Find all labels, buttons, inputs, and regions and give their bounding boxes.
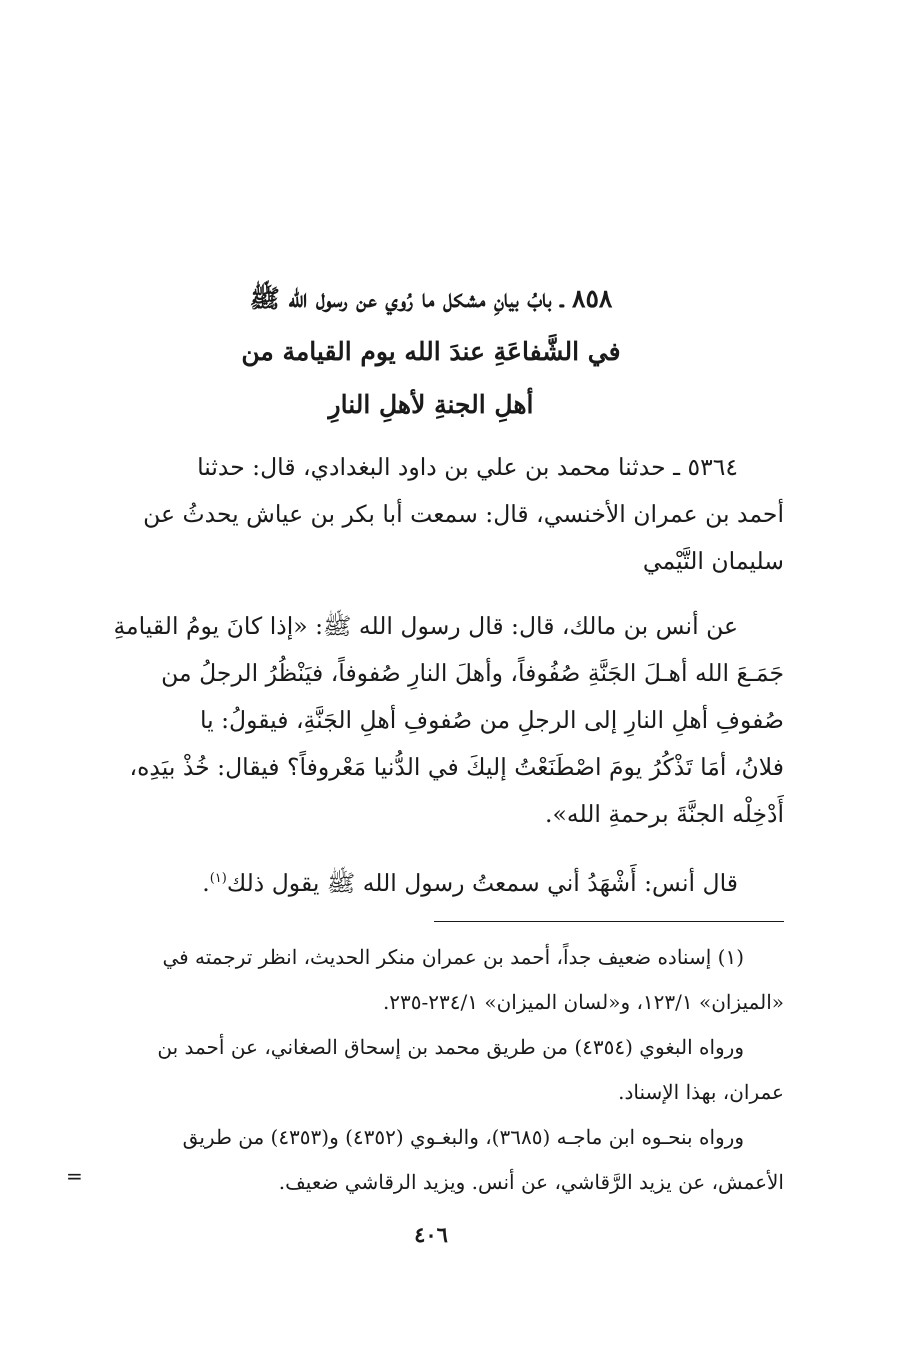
footnote-reference: (١)	[209, 871, 227, 886]
footnote-line: ورواه بنحـوه ابن ماجـه (٣٦٨٥)، والبغـوي (٤٣٥٢) و(٤٣٥٣) من طريق	[182, 1125, 744, 1149]
page-number: ٤٠٦	[414, 1222, 448, 1247]
heading-line: أهلِ الجنةِ لأهلِ النارِ	[328, 390, 534, 419]
footnote-line: (١) إسناده ضعيف جداً، أحمد بن عمران منكر الحديث، انظر ترجمته في	[162, 945, 744, 969]
isnad-paragraph	[78, 444, 784, 585]
heading-line: ٨٥٨ ـ بابُ بيانِ مشكل ما رُوي عن رسول الله ﷺ	[249, 284, 613, 313]
text-line: سليمان التَّيْمي	[642, 547, 784, 575]
footnote-line: الأعمش، عن يزيد الرَّقاشي، عن أنس. ويزيد الرقاشي ضعيف.	[278, 1170, 784, 1194]
text-line: ٥٣٦٤ ـ حدثنا محمد بن علي بن داود البغدادي، قال: حدثنا	[197, 453, 738, 481]
witness-end: .	[202, 868, 210, 897]
footnote-separator	[434, 921, 784, 922]
footnote-line: عمران، بهذا الإسناد.	[618, 1080, 784, 1104]
heading-line: في الشَّفاعَةِ عندَ الله يوم القيامة من	[241, 337, 621, 366]
witness-text: قال أنس: أَشْهَدُ أني سمعتُ رسول الله ﷺ يقول ذلك	[226, 868, 738, 897]
book-page	[78, 0, 784, 1363]
footnotes	[78, 935, 784, 1205]
continuation-mark: =	[66, 1164, 83, 1188]
footnote-line: «الميزان» ١٢٣/١، و«لسان الميزان» ٢٣٤/١-٢٣٥.	[382, 990, 784, 1014]
text-line: أَدْخِلْه الجنَّةَ برحمةِ الله».	[545, 800, 784, 828]
text-line: جَمَـعَ الله أهـلَ الجَنَّةِ صُفُوفاً، وأهلَ النارِ صُفوفاً، فيَنْظُرُ الرجلُ من	[161, 659, 784, 687]
text-line: أحمد بن عمران الأخنسي، قال: سمعت أبا بكر بن عياش يحدثُ عن	[143, 500, 784, 528]
footnote-line: ورواه البغوي (٤٣٥٤) من طريق محمد بن إسحاق الصغاني، عن أحمد بن	[157, 1035, 744, 1059]
text-line: صُفوفِ أهلِ النارِ إلى الرجلِ من صُفوفِ أهلِ الجَنَّةِ، فيقولُ: يا	[199, 706, 784, 734]
chapter-heading	[78, 272, 784, 431]
text-line: فلانُ، أمَا تَذْكُرُ يومَ اصْطَنَعْتُ إليكَ في الدُّنيا مَعْروفاً؟ فيقال: خُذْ بيَدِه،	[129, 753, 784, 781]
text-line	[78, 855, 784, 907]
text-line: عن أنس بن مالك، قال: قال رسول الله ﷺ: «إذا كانَ يومُ القيامةِ	[113, 612, 738, 640]
witness-paragraph	[78, 855, 784, 907]
matn-paragraph	[78, 603, 784, 838]
